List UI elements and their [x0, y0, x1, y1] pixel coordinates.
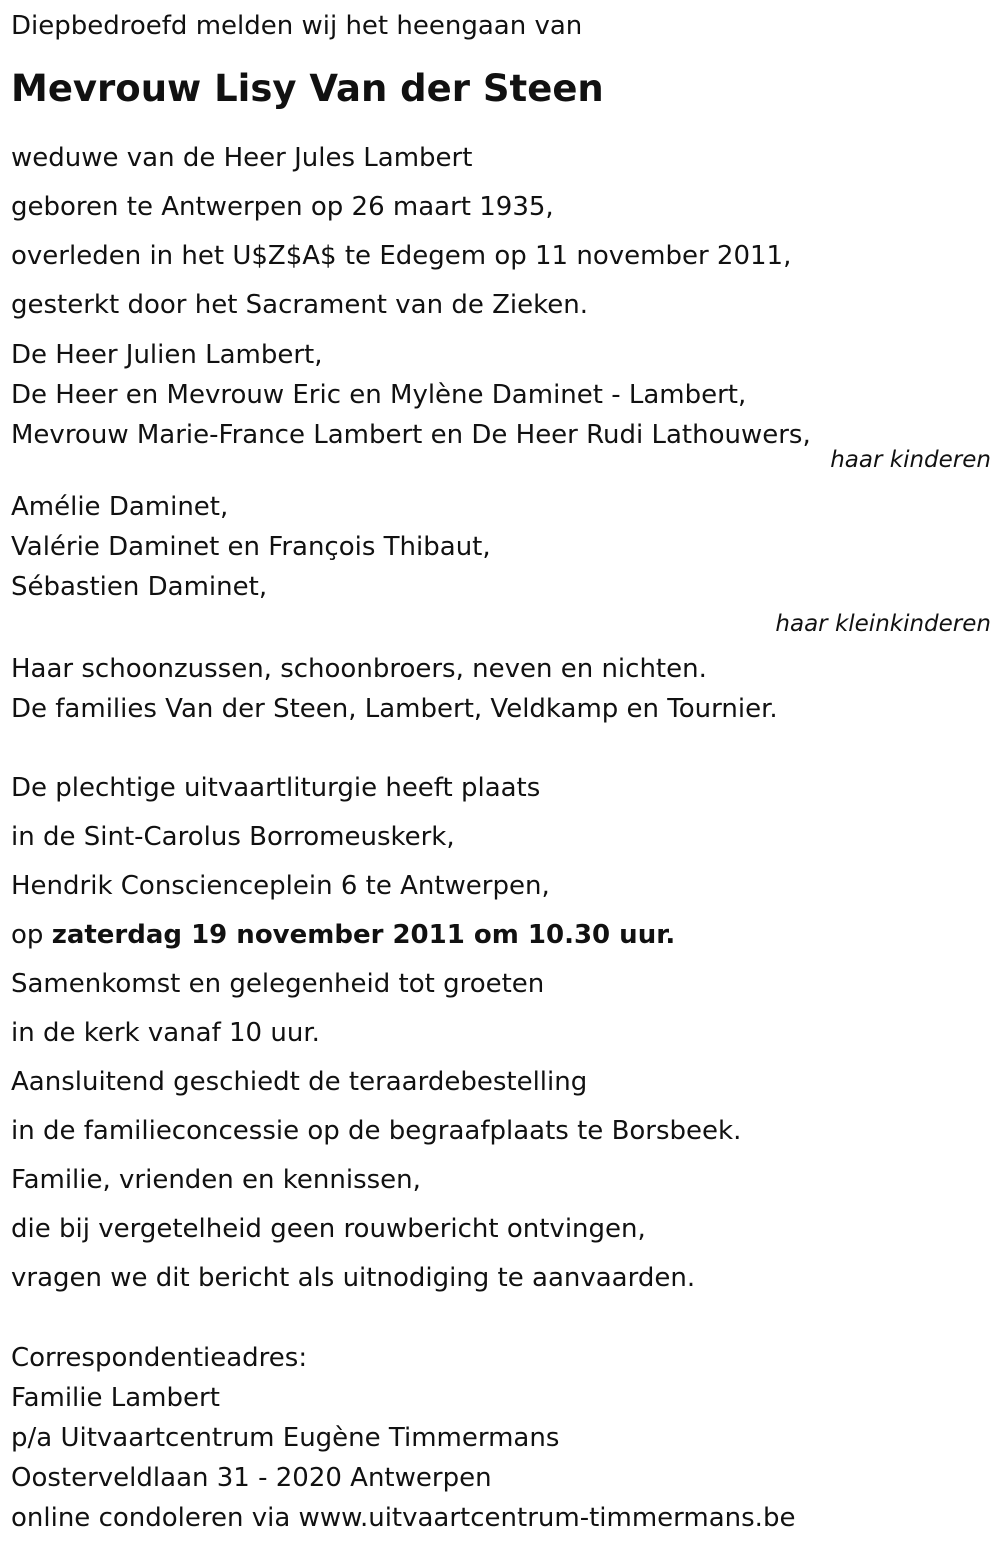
- family-line: De families Van der Steen, Lambert, Veldkamp en Tournier.: [11, 694, 778, 724]
- funeral-line: Samenkomst en gelegenheid tot groeten: [11, 969, 545, 999]
- family-block: [11, 649, 991, 729]
- details-line: geboren te Antwerpen op 26 maart 1935,: [11, 192, 554, 222]
- child-name: Mevrouw Marie-France Lambert en De Heer Rudi Lathouwers,: [11, 420, 811, 450]
- grandchild-name: Valérie Daminet en François Thibaut,: [11, 532, 491, 562]
- details-line: weduwe van de Heer Jules Lambert: [11, 143, 473, 173]
- grandchildren-block: [11, 487, 991, 637]
- family-line: Haar schoonzussen, schoonbroers, neven en nichten.: [11, 654, 707, 684]
- funeral-line: De plechtige uitvaartliturgie heeft plaats: [11, 773, 541, 803]
- funeral-line: Hendrik Conscienceplein 6 te Antwerpen,: [11, 871, 550, 901]
- correspondence-line: p/a Uitvaartcentrum Eugène Timmermans: [11, 1423, 560, 1453]
- funeral-line: in de familieconcessie op de begraafplaats te Borsbeek.: [11, 1116, 742, 1146]
- child-name: De Heer Julien Lambert,: [11, 340, 323, 370]
- correspondence-block: [11, 1338, 991, 1538]
- children-role: haar kinderen: [830, 447, 991, 473]
- funeral-block: [11, 764, 991, 1303]
- intro-text: Diepbedroefd melden wij het heengaan van: [11, 11, 583, 41]
- obituary: [11, 0, 991, 1538]
- correspondence-line: Familie Lambert: [11, 1383, 220, 1413]
- funeral-line: in de kerk vanaf 10 uur.: [11, 1018, 320, 1048]
- details-line: gesterkt door het Sacrament van de Zieken.: [11, 290, 588, 320]
- children-block: [11, 335, 991, 473]
- details-line: overleden in het U$Z$A$ te Edegem op 11 november 2011,: [11, 241, 792, 271]
- details-block: [11, 134, 991, 330]
- funeral-date-prefix: op: [11, 920, 52, 950]
- grandchild-name: Amélie Daminet,: [11, 492, 229, 522]
- funeral-line: in de Sint-Carolus Borromeuskerk,: [11, 822, 455, 852]
- funeral-line: Familie, vrienden en kennissen,: [11, 1165, 421, 1195]
- correspondence-label: Correspondentieadres:: [11, 1343, 308, 1373]
- grandchild-name: Sébastien Daminet,: [11, 572, 268, 602]
- child-name: De Heer en Mevrouw Eric en Mylène Daminet - Lambert,: [11, 380, 747, 410]
- funeral-line: vragen we dit bericht als uitnodiging te aanvaarden.: [11, 1263, 696, 1293]
- grandchildren-role: haar kleinkinderen: [775, 611, 991, 637]
- funeral-line: die bij vergetelheid geen rouwbericht ontvingen,: [11, 1214, 646, 1244]
- funeral-date-line: [11, 911, 991, 960]
- deceased-name: Mevrouw Lisy Van der Steen: [11, 67, 604, 110]
- correspondence-line: Oosterveldlaan 31 - 2020 Antwerpen: [11, 1463, 492, 1493]
- funeral-date: zaterdag 19 november 2011 om 10.30 uur.: [51, 920, 676, 950]
- funeral-line: Aansluitend geschiedt de teraardebestelling: [11, 1067, 588, 1097]
- condolence-link[interactable]: online condoleren via www.uitvaartcentrum-timmermans.be: [11, 1503, 796, 1533]
